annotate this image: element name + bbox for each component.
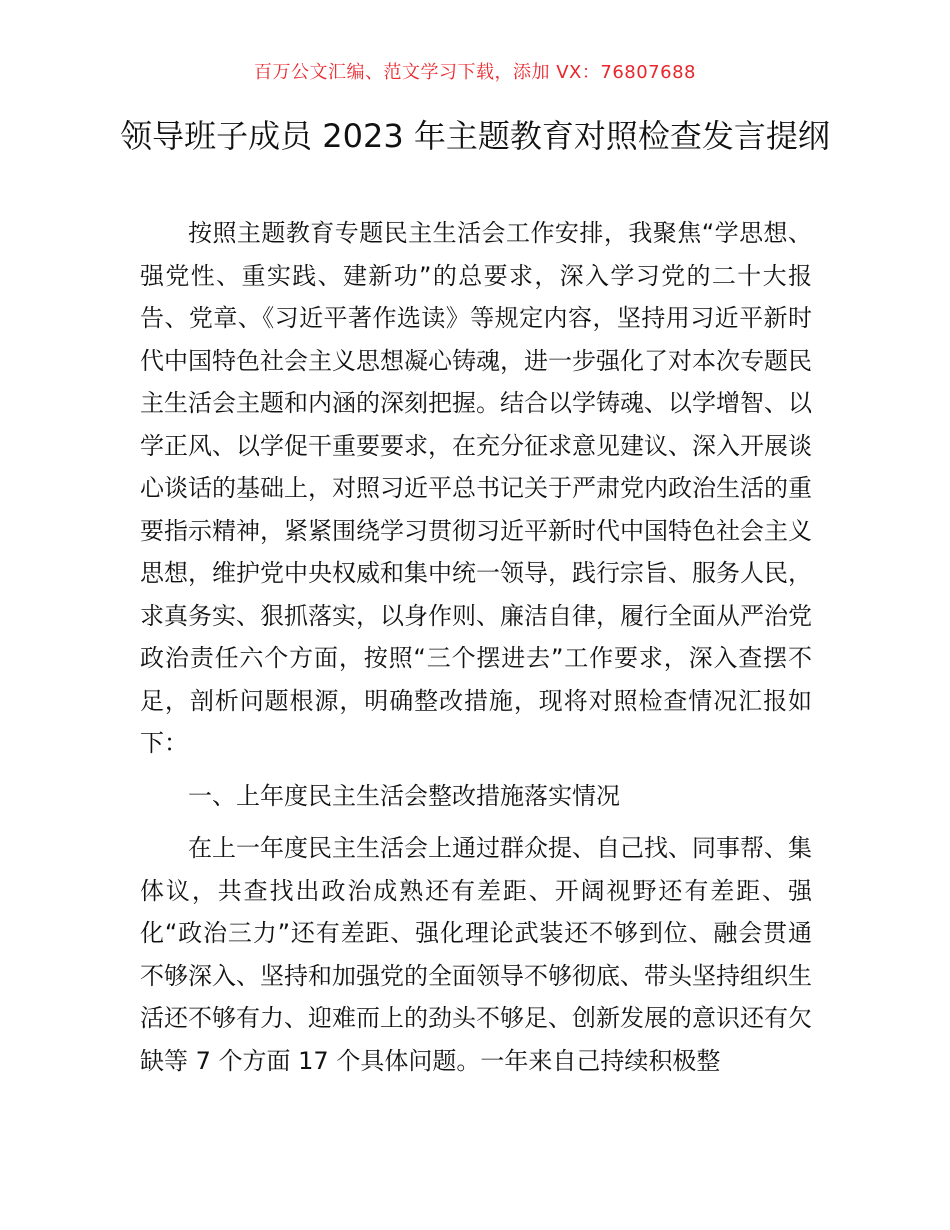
document-title: 领导班子成员 2023 年主题教育对照检查发言提纲 xyxy=(120,117,830,155)
section-heading-1: 一、上年度民主生活会整改措施落实情况 xyxy=(188,781,620,810)
header-notice: 百万公文汇编、范文学习下载，添加 VX：76807688 xyxy=(254,62,696,83)
document-body xyxy=(140,212,812,1092)
paragraph-section-1: 在上一年度民主生活会上通过群众提、自己找、同事帮、集体议，共查找出政治成熟还有差距、开阔视野还有差距、强化“政治三力”还有差距、强化理论武装还不够到位、融会贯通不够深入、坚持和加强党的全面领导不够彻底、带头坚持组织生活还不够有力、迎难而上的劲头不够足、创新发展的意识还有欠缺等 7 个方面 17 个具体问题。一年来自己持续积极整 xyxy=(140,834,812,1075)
paragraph-intro: 按照主题教育专题民主生活会工作安排，我聚焦“学思想、强党性、重实践、建新功”的总要求，深入学习党的二十大报告、党章、《习近平著作选读》等规定内容，坚持用习近平新时代中国特色社会主义思想凝心铸魂，进一步强化了对本次专题民主生活会主题和内涵的深刻把握。结合以学铸魂、以学增智、以学正风、以学促干重要要求，在充分征求意见建议、深入开展谈心谈话的基础上，对照习近平总书记关于严肃党内政治生活的重要指示精神，紧紧围绕学习贯彻习近平新时代中国特色社会主义思想，维护党中央权威和集中统一领导，践行宗旨、服务人民，求真务实、狠抓落实，以身作则、廉洁自律，履行全面从严治党政治责任六个方面，按照“三个摆进去”工作要求，深入查摆不足，剖析问题根源，明确整改措施，现将对照检查情况汇报如下： xyxy=(140,219,812,757)
